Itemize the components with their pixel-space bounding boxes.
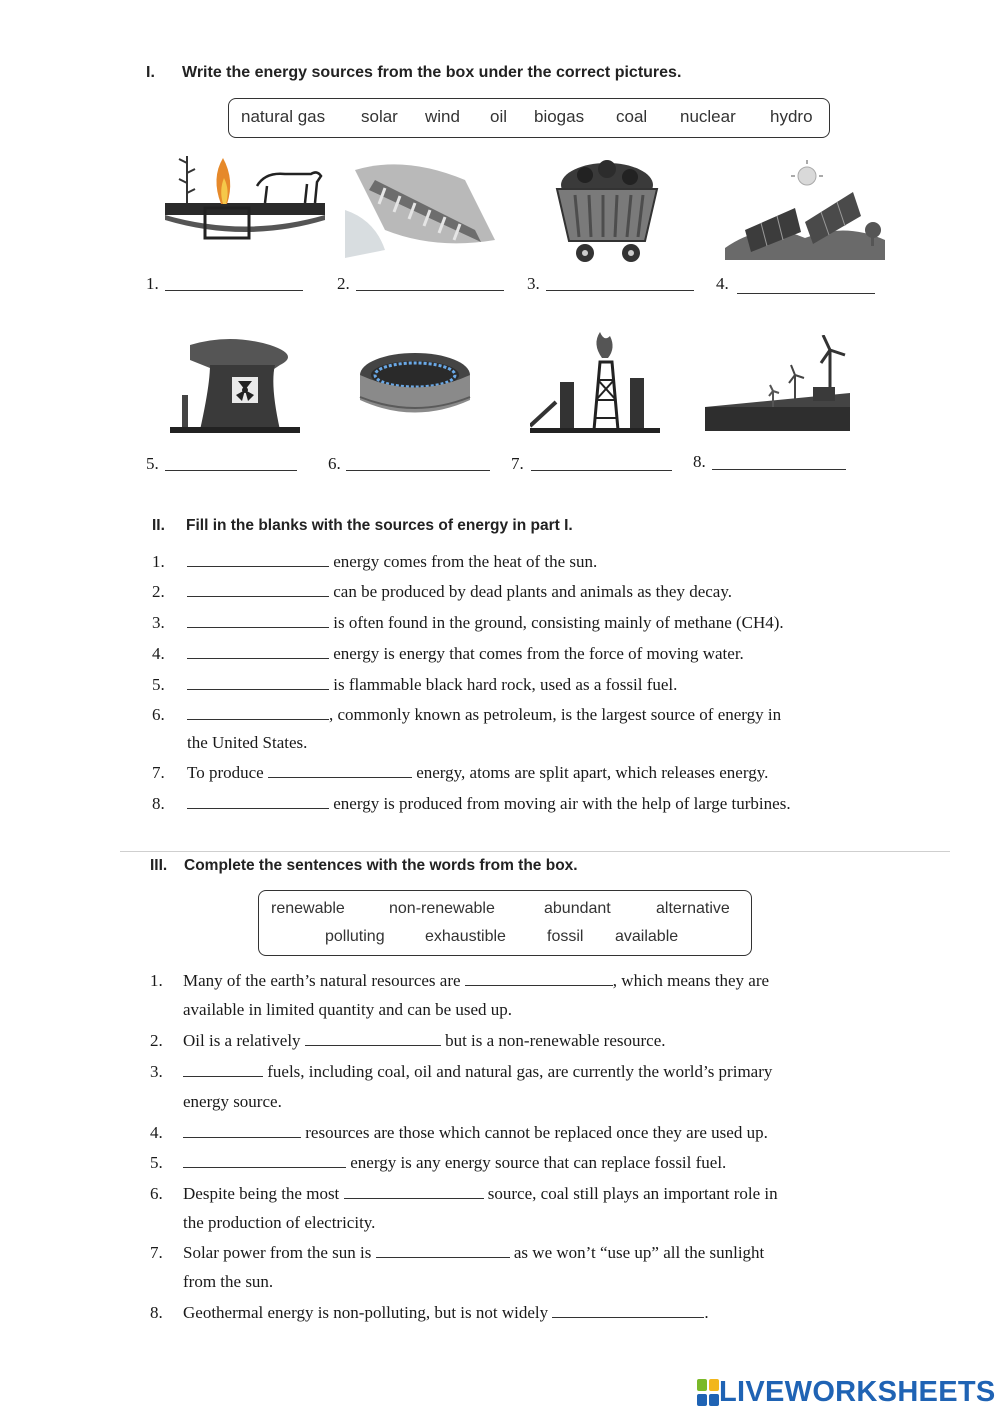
oil-rig-icon — [530, 330, 660, 440]
fill-blank[interactable] — [187, 644, 329, 659]
part1-instruction: Write the energy sources from the box under the correct pictures. — [182, 64, 682, 81]
answer-number: 7. — [511, 454, 524, 473]
coal-cart-icon — [545, 155, 675, 265]
part1-heading — [146, 64, 681, 82]
answer-blank-2[interactable] — [356, 290, 504, 291]
fill-blank[interactable] — [376, 1243, 510, 1258]
section-divider — [120, 851, 950, 852]
answer-number: 1. — [146, 274, 159, 293]
fill-blank[interactable] — [187, 552, 329, 567]
answer-blank-6[interactable] — [346, 470, 490, 471]
part3-item-7: 7. Solar power from the sun is as we won’t “use up” all the sunlight — [150, 1243, 765, 1262]
box-word: nuclear — [680, 107, 736, 126]
box-word: biogas — [534, 107, 585, 126]
fill-blank[interactable] — [465, 971, 613, 986]
solar-panel-icon — [725, 160, 885, 260]
box-word: non-renewable — [389, 900, 495, 917]
wind-turbine-icon — [705, 335, 855, 435]
part2-item-5: 5. is flammable black hard rock, used as a fossil fuel. — [152, 675, 678, 694]
part2-roman: II. — [152, 517, 165, 534]
answer-blank-7[interactable] — [531, 470, 672, 471]
part3-instruction: Complete the sentences with the words from the box. — [184, 857, 578, 874]
part3-item-2: 2. Oil is a relatively but is a non-renewable resource. — [150, 1031, 666, 1050]
box-word: exhaustible — [425, 928, 506, 945]
fill-blank[interactable] — [305, 1031, 441, 1046]
box-word: polluting — [325, 928, 385, 945]
fill-blank[interactable] — [552, 1303, 704, 1318]
box-word: wind — [425, 107, 460, 126]
part3-item-3-cont: energy source. — [183, 1092, 282, 1111]
part2-item-2: 2. can be produced by dead plants and animals as they decay. — [152, 582, 732, 601]
box-word: oil — [490, 107, 508, 126]
part3-item-7-cont: from the sun. — [183, 1272, 274, 1291]
hydro-dam-icon — [345, 150, 505, 260]
answer-blank-1[interactable] — [165, 290, 303, 291]
box-word: hydro — [770, 107, 813, 126]
answer-number: 6. — [328, 454, 341, 473]
part1-roman: I. — [146, 64, 155, 81]
part2-item-6: 6. , commonly known as petroleum, is the largest source of energy in — [152, 705, 782, 724]
fill-blank[interactable] — [187, 675, 329, 690]
part2-item-8: 8. energy is produced from moving air with the help of large turbines. — [152, 794, 791, 813]
part3-item-6-cont: the production of electricity. — [183, 1213, 376, 1232]
fill-blank[interactable] — [183, 1062, 263, 1077]
part2-item-4: 4. energy is energy that comes from the force of moving water. — [152, 644, 744, 663]
box-word: fossil — [547, 928, 584, 945]
part3-roman: III. — [150, 857, 168, 874]
part2-item-7: 7. To produce energy, atoms are split apart, which releases energy. — [152, 763, 769, 782]
part3-item-4: 4. resources are those which cannot be replaced once they are used up. — [150, 1123, 768, 1142]
fill-blank[interactable] — [187, 794, 329, 809]
box-word: coal — [616, 107, 648, 126]
answer-blank-8[interactable] — [712, 469, 846, 470]
part3-item-3: 3. fuels, including coal, oil and natural gas, are currently the world’s primary — [150, 1062, 773, 1081]
part2-item-6-cont: the United States. — [187, 733, 308, 752]
answer-number: 5. — [146, 454, 159, 473]
brand-name: LIVEWORKSHEETS — [719, 1376, 996, 1408]
answer-blank-3[interactable] — [546, 290, 694, 291]
liveworksheets-logo-icon — [697, 1379, 719, 1407]
fill-blank[interactable] — [183, 1123, 301, 1138]
answer-number: 8. — [693, 452, 706, 471]
box-word: renewable — [271, 900, 345, 917]
liveworksheets-logo — [697, 1376, 996, 1410]
biogas-icon — [165, 148, 325, 248]
part3-item-6: 6. Despite being the most source, coal still plays an important role in — [150, 1184, 778, 1203]
part2-item-3: 3. is often found in the ground, consisting mainly of methane (CH4). — [152, 613, 784, 632]
fill-blank[interactable] — [187, 582, 329, 597]
box-word: abundant — [544, 900, 611, 917]
fill-blank[interactable] — [187, 705, 329, 720]
box-word: alternative — [656, 900, 730, 917]
part2-heading — [152, 517, 573, 535]
part3-item-5: 5. energy is any energy source that can replace fossil fuel. — [150, 1153, 727, 1172]
nuclear-plant-icon — [170, 335, 300, 435]
box-word: solar — [361, 107, 398, 126]
part3-word-box — [258, 890, 752, 956]
part1-word-box — [228, 98, 830, 138]
part3-heading — [150, 857, 578, 875]
answer-number: 4. — [716, 274, 729, 293]
fill-blank[interactable] — [187, 613, 329, 628]
part2-instruction: Fill in the blanks with the sources of energy in part I. — [186, 517, 573, 534]
part2-item-1: 1. energy comes from the heat of the sun. — [152, 552, 598, 571]
fill-blank[interactable] — [268, 763, 412, 778]
fill-blank[interactable] — [344, 1184, 484, 1199]
part3-item-1-cont: available in limited quantity and can be used up. — [183, 1000, 513, 1019]
part3-item-8: 8. Geothermal energy is non-polluting, but is not widely . — [150, 1303, 709, 1322]
answer-number: 2. — [337, 274, 350, 293]
answer-blank-5[interactable] — [165, 470, 297, 471]
answer-number: 3. — [527, 274, 540, 293]
fill-blank[interactable] — [183, 1153, 346, 1168]
gas-burner-icon — [355, 345, 475, 425]
part3-item-1: 1. Many of the earth’s natural resources are , which means they are — [150, 971, 770, 990]
box-word: available — [615, 928, 679, 945]
answer-blank-4[interactable] — [737, 293, 875, 294]
box-word: natural gas — [241, 107, 326, 126]
